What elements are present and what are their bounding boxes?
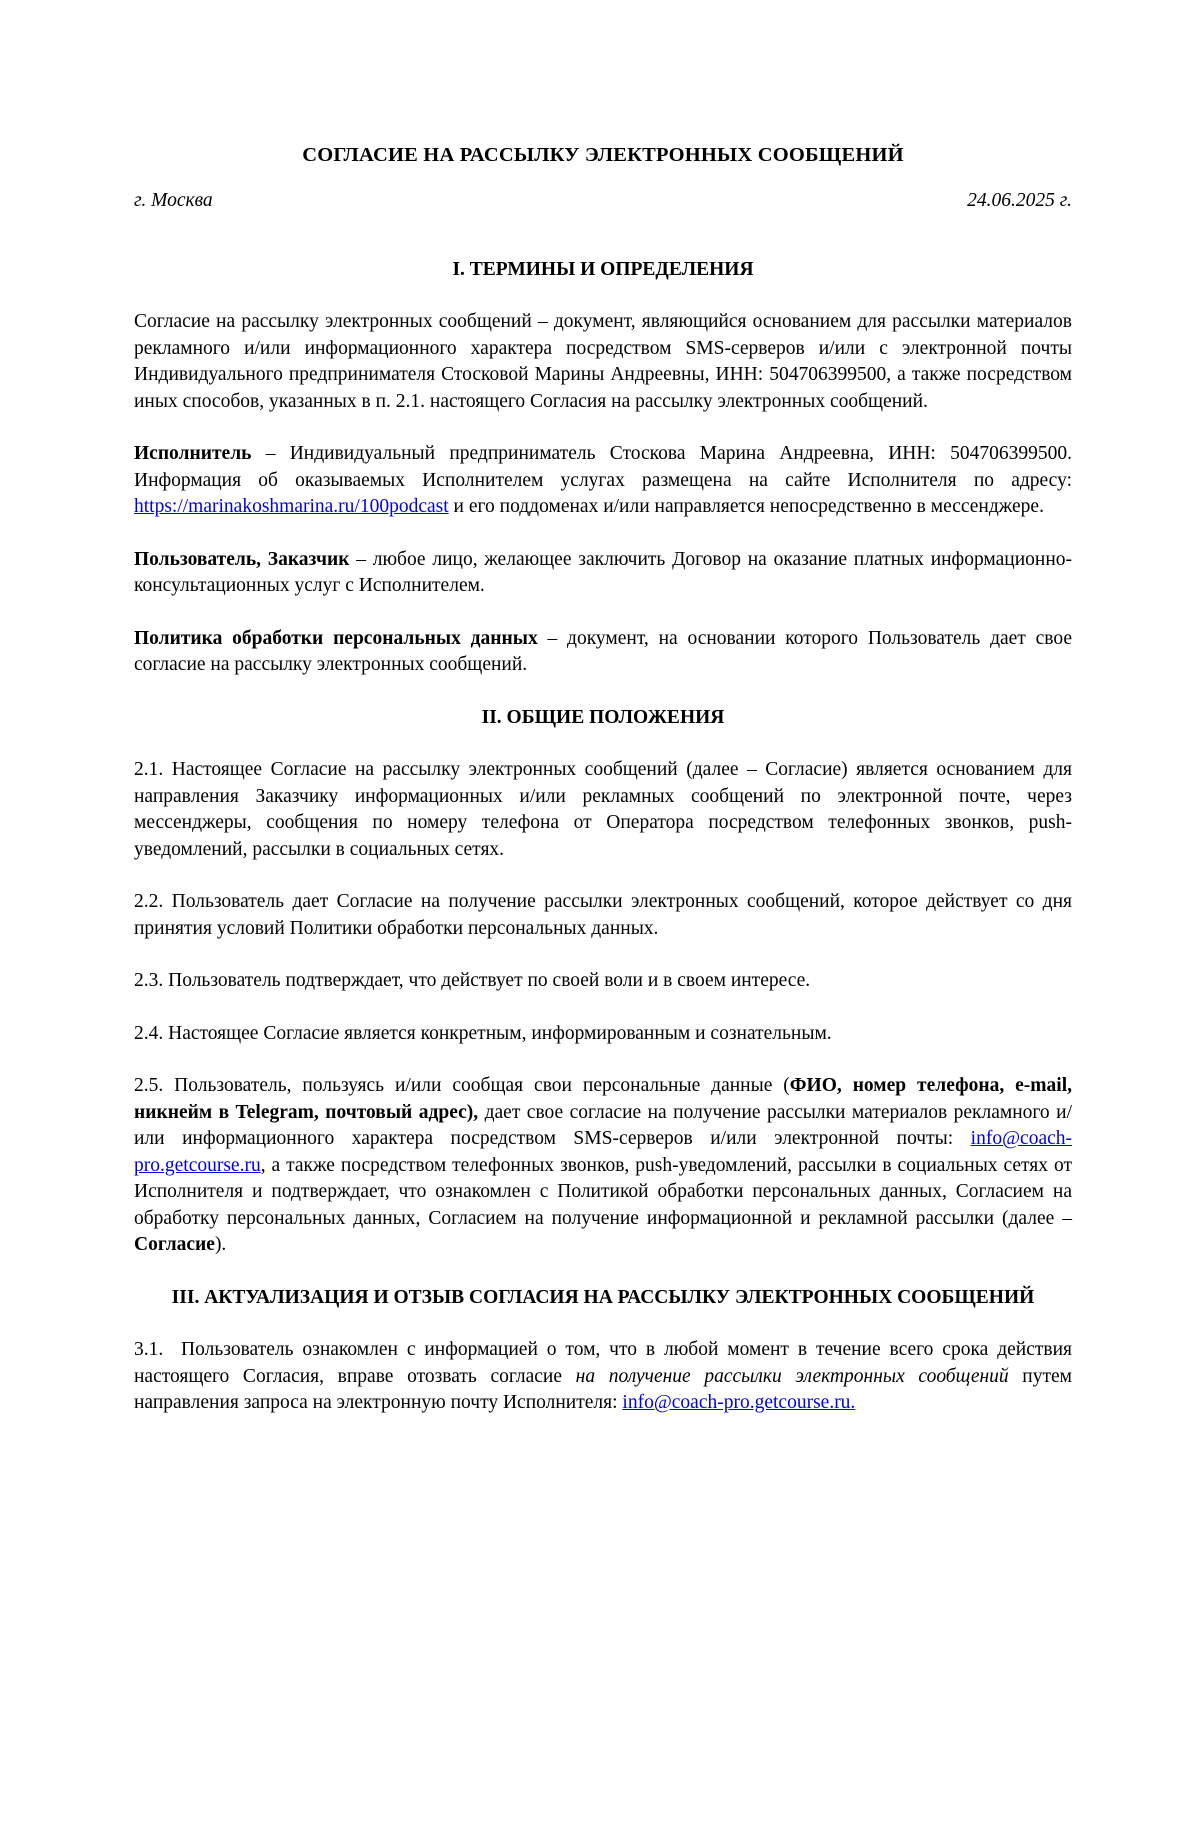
document-date: 24.06.2025 г. — [967, 190, 1072, 211]
text-run: 2.1. Настоящее Согласие на рассылку электронных сообщений (далее – Согласие) является основанием для направления Заказчику информационных и/или рекламных сообщений по электронной почте, через мессенджеры, сообщения по номеру телефона от Оператора посредством телефонных звонков, push-уведомлений, рассылки в социальных сетях. — [134, 759, 1077, 860]
text-run: 2.4. Настоящее Согласие является конкретным, информированным и сознательным. — [134, 1022, 832, 1044]
paragraph — [134, 1337, 1077, 1417]
text-run: ). — [214, 1234, 227, 1255]
paragraph — [134, 968, 1072, 995]
document-blocks — [134, 257, 1077, 1417]
document-place: г. Москва — [134, 190, 213, 211]
section-heading: II. ОБЩИЕ ПОЛОЖЕНИЯ — [481, 706, 725, 728]
section-heading: I. ТЕРМИНЫ И ОПРЕДЕЛЕНИЯ — [452, 258, 754, 280]
text-run: путем направления запроса на электронную почту Исполнителя: — [134, 1365, 1077, 1413]
hyperlink[interactable]: info@coach-pro.getcourse.ru. — [622, 1392, 856, 1413]
text-run: 2.3. Пользователь подтверждает, что действует по своей воли и в своем интересе. — [134, 970, 811, 991]
paragraph — [134, 626, 1077, 679]
hyperlink[interactable]: https://marinakoshmarina.ru/100podcast — [134, 496, 449, 517]
text-run: Политика обработки персональных данных — [134, 627, 538, 649]
text-run: – документ, на основании которого Пользователь дает свое согласие на рассылку электронных сообщений. — [134, 627, 1077, 675]
document-page — [0, 141, 1200, 1837]
text-run: , а также посредством телефонных звонков, push-уведомлений, рассылки в социальных сетях от Исполнителя и подтверждает, что ознакомлен с Политикой обработки персональных данных, Согласием на обработку персональных данных, Согласием на получение информационной и рекламной рассылки (далее – — [134, 1154, 1077, 1229]
text-run: и его поддоменах и/или направляется непосредственно в мессенджере. — [448, 496, 1044, 517]
text-run: – любое лицо, желающее заключить Договор на оказание платных информационно-консультационных услуг с Исполнителем. — [134, 548, 1072, 596]
document-title: СОГЛАСИЕ НА РАССЫЛКУ ЭЛЕКТРОННЫХ СООБЩЕНИЙ — [302, 144, 904, 166]
paragraph — [134, 1073, 1077, 1259]
text-run: 2.2. Пользователь дает Согласие на получение рассылки электронных сообщений, которое действует со дня принятия условий Политики обработки персональных данных. — [134, 891, 1077, 939]
text-run: Согласие на рассылку электронных сообщений – документ, являющийся основанием для рассылки материалов рекламного и/или информационного характера посредством SMS-серверов и/или с электронной почты Индивидуального предпринимателя Стосковой Марины Андреевны, ИНН: 504706399500, а также посредством иных способов, указанных в п. 2.1. настоящего Согласия на рассылку электронных сообщений. — [134, 311, 1077, 412]
paragraph — [134, 547, 1072, 600]
text-run: ФИО, номер телефона, e-mail, никнейм в Telegram, почтовый адрес), — [134, 1075, 1077, 1123]
hyperlink[interactable]: info@coach-pro.getcourse.ru — [134, 1128, 1072, 1176]
text-run: дает свое согласие на получение рассылки материалов рекламного и/или информационного характера посредством SMS-серверов и/или электронной почты: — [134, 1101, 1072, 1149]
paragraph — [134, 441, 1077, 521]
text-run: Пользователь, Заказчик — [134, 548, 350, 570]
paragraph — [134, 757, 1077, 863]
text-run: – Индивидуальный предприниматель Стоскова Марина Андреевна, ИНН: 504706399500. Информация об оказываемых Исполнителем услугах размещена на сайте Исполнителя по адресу: — [134, 443, 1077, 491]
section-heading: III. АКТУАЛИЗАЦИЯ И ОТЗЫВ СОГЛАСИЯ НА РАССЫЛКУ ЭЛЕКТРОННЫХ СООБЩЕНИЙ — [171, 1286, 1035, 1308]
text-run: Согласие — [134, 1234, 215, 1255]
paragraph — [134, 309, 1077, 415]
text-run: 3.1. Пользователь ознакомлен с информацией о том, что в любой момент в течение всего срока действия настоящего Согласия, вправе отозвать согласие — [134, 1339, 1077, 1387]
text-run: 2.5. Пользователь, пользуясь и/или сообщая свои персональные данные ( — [134, 1075, 790, 1096]
paragraph — [134, 1021, 1072, 1048]
paragraph — [134, 889, 1077, 942]
text-run: на получение рассылки электронных сообщений — [575, 1365, 1009, 1387]
text-run: Исполнитель — [134, 443, 252, 464]
document-meta-row — [134, 188, 1072, 215]
